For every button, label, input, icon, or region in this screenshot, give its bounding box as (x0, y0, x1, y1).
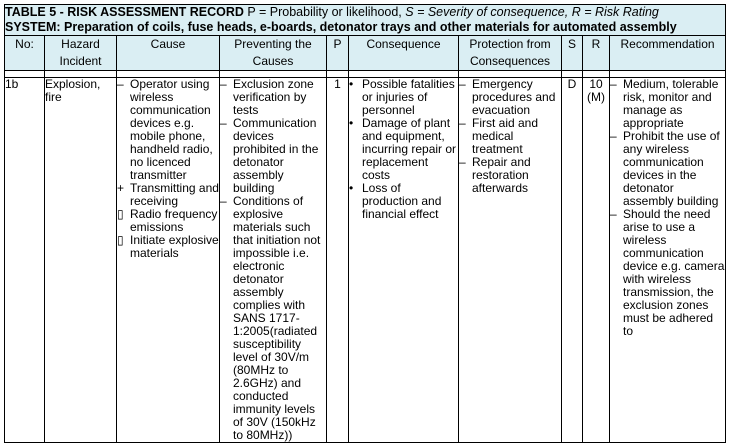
list-item (117, 234, 219, 260)
list-item (117, 208, 219, 234)
table-row (5, 78, 726, 443)
list-marker: – (117, 77, 124, 91)
list-marker: – (459, 77, 466, 91)
list-item (459, 156, 561, 195)
header-cause: Cause (117, 36, 220, 71)
table-title-line (5, 5, 725, 20)
header-prevent: Preventing the Causes (220, 36, 327, 71)
list-marker: ▯ (117, 233, 124, 247)
list-item (459, 117, 561, 156)
list-item-text: First aid and medical treatment (472, 116, 539, 156)
cell-consequence (349, 78, 459, 443)
list-marker: – (459, 116, 466, 130)
list-item-text: Repair and restoration afterwards (472, 155, 531, 195)
header-hazard: Hazard Incident (45, 36, 117, 71)
list-item-text: Should the need arise to use a wireless communication device e.g. camera with wireless transmission, the exclusion zones must be adhered to (623, 207, 725, 338)
table-header-row (5, 36, 726, 71)
list-item (220, 195, 326, 442)
list-item-text: Radio frequency emissions (130, 207, 218, 234)
list-item (610, 208, 725, 338)
table-title: TABLE 5 - RISK ASSESSMENT RECORD (5, 5, 244, 19)
cell-recommend (610, 78, 726, 443)
risk-assessment-table (4, 4, 726, 443)
header-p: P (327, 36, 349, 71)
list-marker: – (220, 194, 227, 208)
list-marker: – (610, 207, 617, 221)
list-item-text: Possible fatalities or injuries of personnel (362, 77, 455, 117)
list-item-text: Transmitting and receiving (130, 181, 219, 208)
list-marker: ▯ (117, 207, 124, 221)
cell-p: 1 (327, 78, 349, 443)
list-item (117, 182, 219, 208)
header-recommend: Recommendation (610, 36, 726, 71)
list-marker: • (349, 116, 354, 130)
list-item-text: Medium, tolerable risk, monitor and manage as appropriate (623, 77, 719, 130)
list-item-text: Exclusion zone verification by tests (233, 77, 314, 117)
header-consequence: Consequence (349, 36, 459, 71)
cell-cause (117, 78, 220, 443)
header-no: No: (5, 36, 45, 71)
list-marker: • (349, 77, 354, 91)
list-item-text: Loss of production and financial effect (362, 181, 442, 221)
list-marker: + (117, 181, 125, 195)
table-title-row (5, 5, 726, 36)
cell-hazard: Explosion, fire (45, 78, 117, 443)
list-item (349, 182, 458, 221)
cell-protect (459, 78, 562, 443)
cell-prevent (220, 78, 327, 443)
list-marker: – (610, 129, 617, 143)
list-item-text: Damage of plant and equipment, incurring repair or replacement costs (362, 116, 457, 182)
list-item (610, 130, 725, 208)
cell-s: D (562, 78, 583, 443)
header-r: R (583, 36, 610, 71)
severity-legend: S = Severity of consequence, (405, 5, 569, 19)
cell-r: 10 (M) (583, 78, 610, 443)
list-item (459, 78, 561, 117)
list-item (349, 78, 458, 117)
list-item-text: Emergency procedures and evacuation (472, 77, 556, 117)
risk-rating-legend: R = Risk Rating (571, 5, 659, 19)
system-line (5, 20, 725, 35)
list-item-text: Operator using wireless communication devices e.g. mobile phone, handheld radio, no licenced transmitter (130, 77, 213, 182)
list-item (220, 78, 326, 117)
list-marker: – (610, 77, 617, 91)
list-item (117, 78, 219, 182)
list-marker: – (459, 155, 466, 169)
header-protect: Protection from Consequences (459, 36, 562, 71)
probability-legend: P = Probability or likelihood, (247, 5, 402, 19)
list-item (349, 117, 458, 182)
list-item (220, 117, 326, 195)
list-item (610, 78, 725, 130)
table-title-cell (5, 5, 726, 36)
list-item-text: Communication devices prohibited in the detonator assembly building (233, 116, 319, 195)
list-marker: – (220, 116, 227, 130)
system-label: SYSTEM: (5, 20, 61, 34)
header-s: S (562, 36, 583, 71)
list-marker: – (220, 77, 227, 91)
list-item-text: Prohibit the use of any wireless communication devices in the detonator assembly building (623, 129, 720, 208)
list-item-text: Conditions of explosive materials such that initiation not impossible i.e. electronic detonator assembly complies with SANS 1717-1:2005(radiated susceptibility level of 30V/m (80MHz to 2.6GHz) and conducted immunity levels of 30V (150kHz to 80MHz)) (233, 194, 321, 442)
system-text: Preparation of coils, fuse heads, e-boards, detonator trays and other materials for automated assembly (64, 20, 677, 34)
list-item-text: Initiate explosive materials (130, 233, 219, 260)
cell-no: 1b (5, 78, 45, 443)
list-marker: • (349, 181, 354, 195)
